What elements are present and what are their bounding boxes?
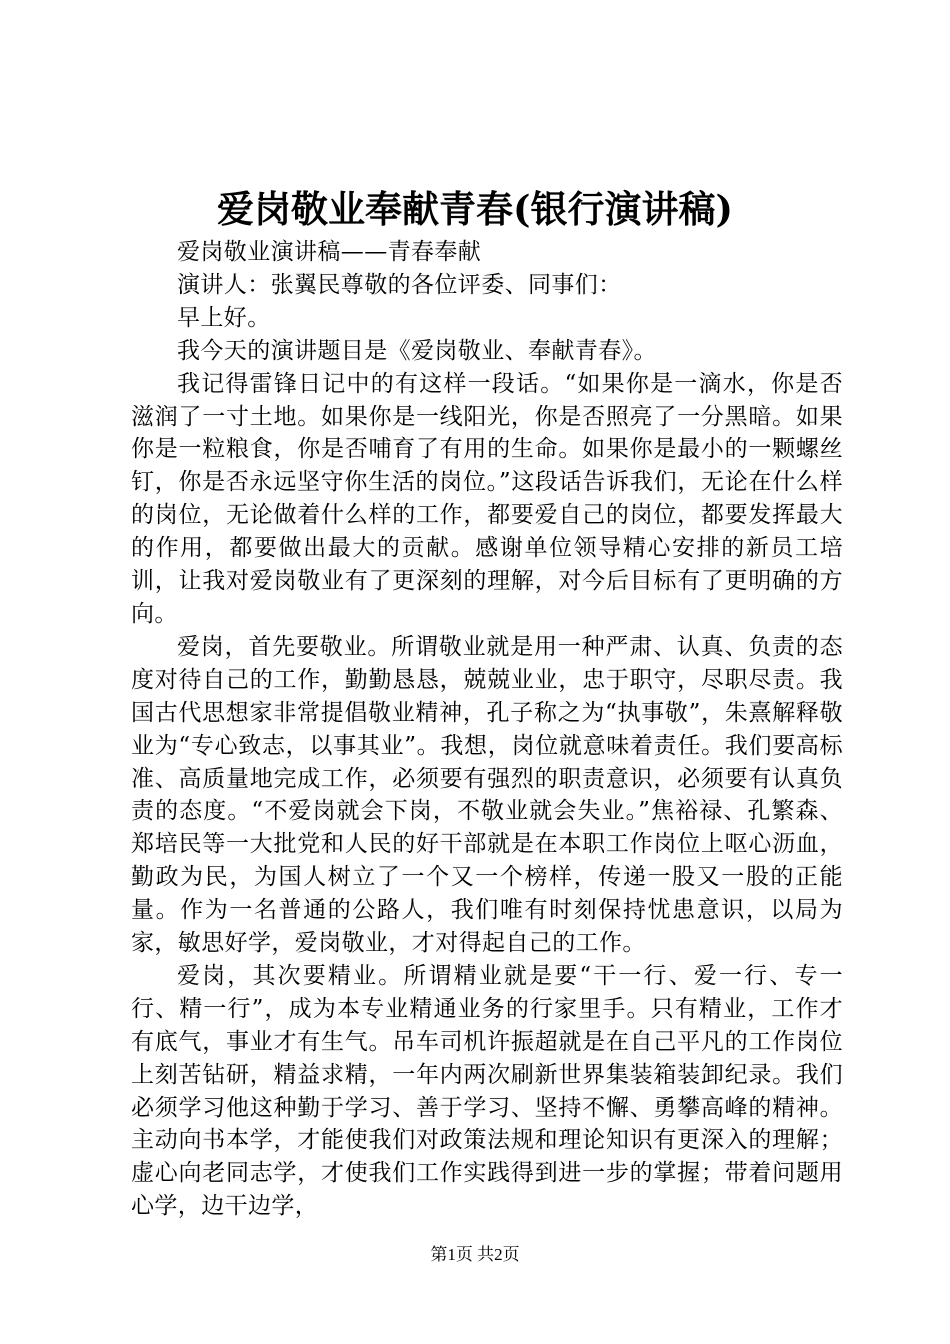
paragraph-greeting: 早上好。 xyxy=(177,304,271,331)
page-footer: 第1页 共2页 xyxy=(430,1245,520,1264)
paragraph-body: 爱岗，首先要敬业。所谓敬业就是用一种严肃、认真、负责的态度对待自己的工作，勤勤恳恳，兢兢业业，忠于职守，尽职尽责。我国古代思想家非常提倡敬业精神，孔子称之为“执事敬”，朱熹解释敬业为“专心致志，以事其业”。我想，岗位就意味着责任。我们要高标准、高质量地完成工作，必须要有强烈的职责意识，必须要有认真负责的态度。“不爱岗就会下岗，不敬业就会失业。”焦裕禄、孔繁森、郑培民等一大批党和人民的好干部就是在本职工作岗位上呕心沥血，勤政为民，为国人树立了一个又一个榜样，传递一股又一股的正能量。作为一名普通的公路人，我们唯有时刻保持忧患意识，以局为家，敏思好学，爱岗敬业，才对得起自己的工作。 xyxy=(131,633,843,957)
paragraph-topic: 我今天的演讲题目是《爱岗敬业、奉献青春》。 xyxy=(177,337,657,364)
paragraph-body: 我记得雷锋日记中的有这样一段话。“如果你是一滴水，你是否滋润了一寸土地。如果你是一线阳光，你是否照亮了一分黑暗。如果你是一粒粮食，你是否哺育了有用的生命。如果你是最小的一颗螺丝钉，你是否永远坚守你生活的岗位。”这段话告诉我们，无论在什么样的岗位，无论做着什么样的工作，都要爱自己的岗位，都要发挥最大的作用，都要做出最大的贡献。感谢单位领导精心安排的新员工培训，让我对爱岗敬业有了更深刻的理解，对今后目标有了更明确的方向。 xyxy=(131,370,843,627)
paragraph-speaker: 演讲人：张翼民尊敬的各位评委、同事们： xyxy=(177,271,622,298)
paragraph-body: 爱岗，其次要精业。所谓精业就是要“干一行、爱一行、专一行、精一行”，成为本专业精通业务的行家里手。只有精业，工作才有底气，事业才有生气。吊车司机许振超就是在自己平凡的工作岗位上刻苦钻研，精益求精，一年内两次刷新世界集装箱装卸纪录。我们必须学习他这种勤于学习、善于学习、坚持不懈、勇攀高峰的精神。主动向书本学，才能使我们对政策法规和理论知识有更深入的理解；虚心向老同志学，才使我们工作实践得到进一步的掌握；带着问题用心学，边干边学， xyxy=(131,962,843,1220)
document-body xyxy=(131,236,843,1223)
paragraph-subtitle: 爱岗敬业演讲稿——青春奉献 xyxy=(177,239,482,265)
document-title: 爱岗敬业奉献青春(银行演讲稿) xyxy=(216,187,733,231)
